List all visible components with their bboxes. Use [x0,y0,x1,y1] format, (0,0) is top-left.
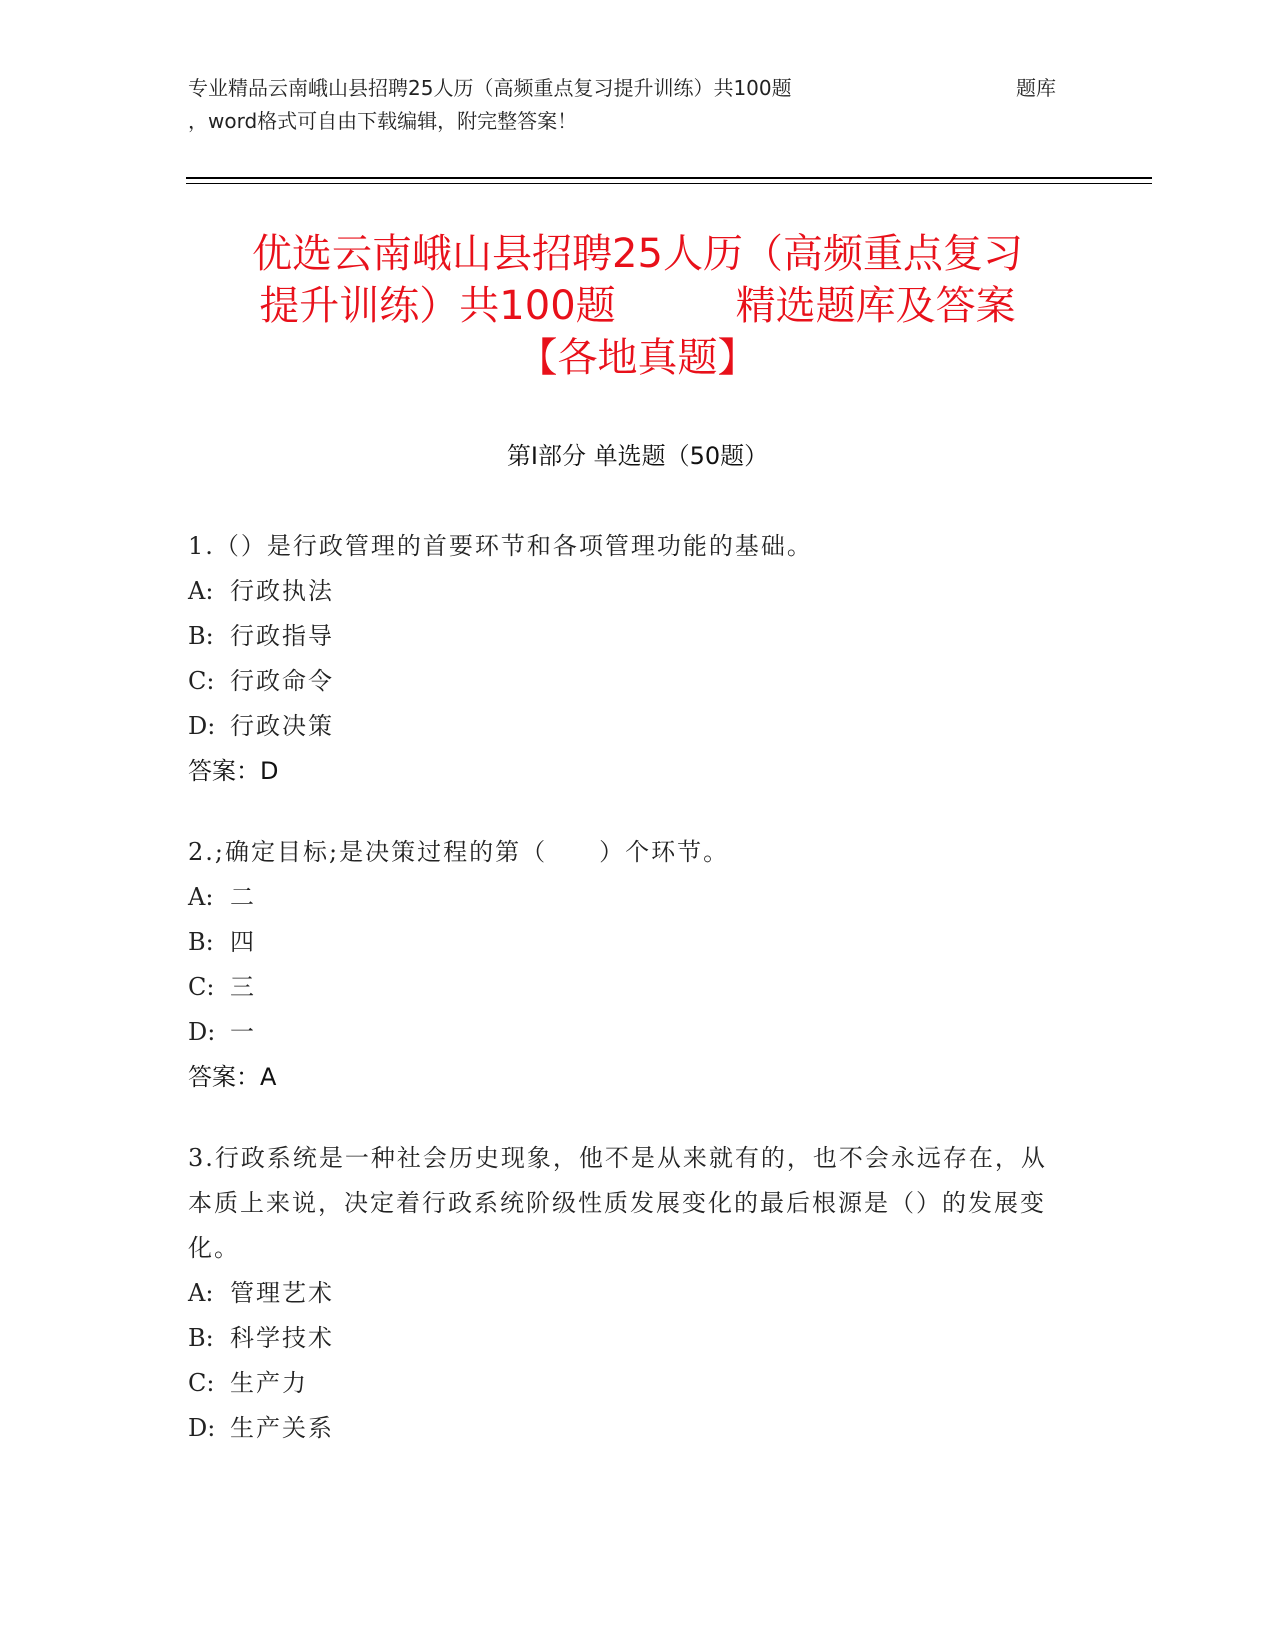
option-text: 管理艺术 [230,1279,334,1307]
header-library: 题库 [1016,76,1056,100]
section-title: 第Ⅰ部分 单选题（50题） [506,442,769,470]
option-key: C: [188,667,215,695]
option-b [188,1316,1068,1361]
title-line-2a: 提升训练）共100题 [259,283,616,329]
option-key: C: [188,1369,215,1397]
option-key: B: [188,1324,214,1352]
question-1 [188,524,1068,794]
title-line-3: 【各地真题】 [517,335,758,381]
question-2 [188,830,1068,1100]
option-text: 行政决策 [230,712,334,740]
option-b [188,614,1068,659]
option-c [188,1361,1068,1406]
option-key: A: [188,577,214,605]
header-rule-thin [186,183,1152,184]
header-line-1: 专业精品云南峨山县招聘25人历（高频重点复习提升训练）共100题 [188,76,792,100]
title-line-1: 优选云南峨山县招聘25人历（高频重点复习 [252,231,1023,277]
option-text: 行政指导 [230,622,334,650]
option-a [188,1271,1068,1316]
option-a [188,875,1068,920]
question-list [188,524,1068,1487]
option-key: A: [188,883,214,911]
answer: 答案：A [188,1063,277,1091]
option-text: 一 [230,1018,256,1046]
option-c [188,965,1068,1010]
option-text: 生产力 [230,1369,308,1397]
option-key: B: [188,622,214,650]
option-text: 四 [230,928,256,956]
option-text: 行政命令 [230,667,334,695]
option-key: B: [188,928,214,956]
question-stem: 3.行政系统是一种社会历史现象，他不是从来就有的，也不会永远存在，从本质上来说，决定着行政系统阶级性质发展变化的最后根源是（）的发展变化。 [188,1144,1047,1262]
header-line-2: ，word格式可自由下载编辑，附完整答案！ [188,109,578,133]
option-text: 科学技术 [230,1324,334,1352]
option-a [188,569,1068,614]
answer: 答案：D [188,757,279,785]
option-key: D: [188,712,216,740]
option-text: 三 [230,973,256,1001]
option-d [188,704,1068,749]
option-key: D: [188,1018,216,1046]
question-stem: 1.（）是行政管理的首要环节和各项管理功能的基础。 [188,532,813,560]
header-rule-thick [186,177,1152,179]
option-d [188,1406,1068,1451]
question-3 [188,1136,1068,1451]
title-line-2b: 精选题库及答案 [735,283,1016,329]
option-key: A: [188,1279,214,1307]
option-d [188,1010,1068,1055]
option-key: D: [188,1414,216,1442]
page-header [188,72,1108,138]
option-text: 生产关系 [230,1414,334,1442]
option-text: 二 [230,883,256,911]
option-text: 行政执法 [230,577,334,605]
title-line-2 [150,280,1125,332]
option-c [188,659,1068,704]
option-key: C: [188,973,215,1001]
option-b [188,920,1068,965]
question-stem: 2.;确定目标;是决策过程的第（ ）个环节。 [188,838,730,866]
document-title [150,228,1125,384]
